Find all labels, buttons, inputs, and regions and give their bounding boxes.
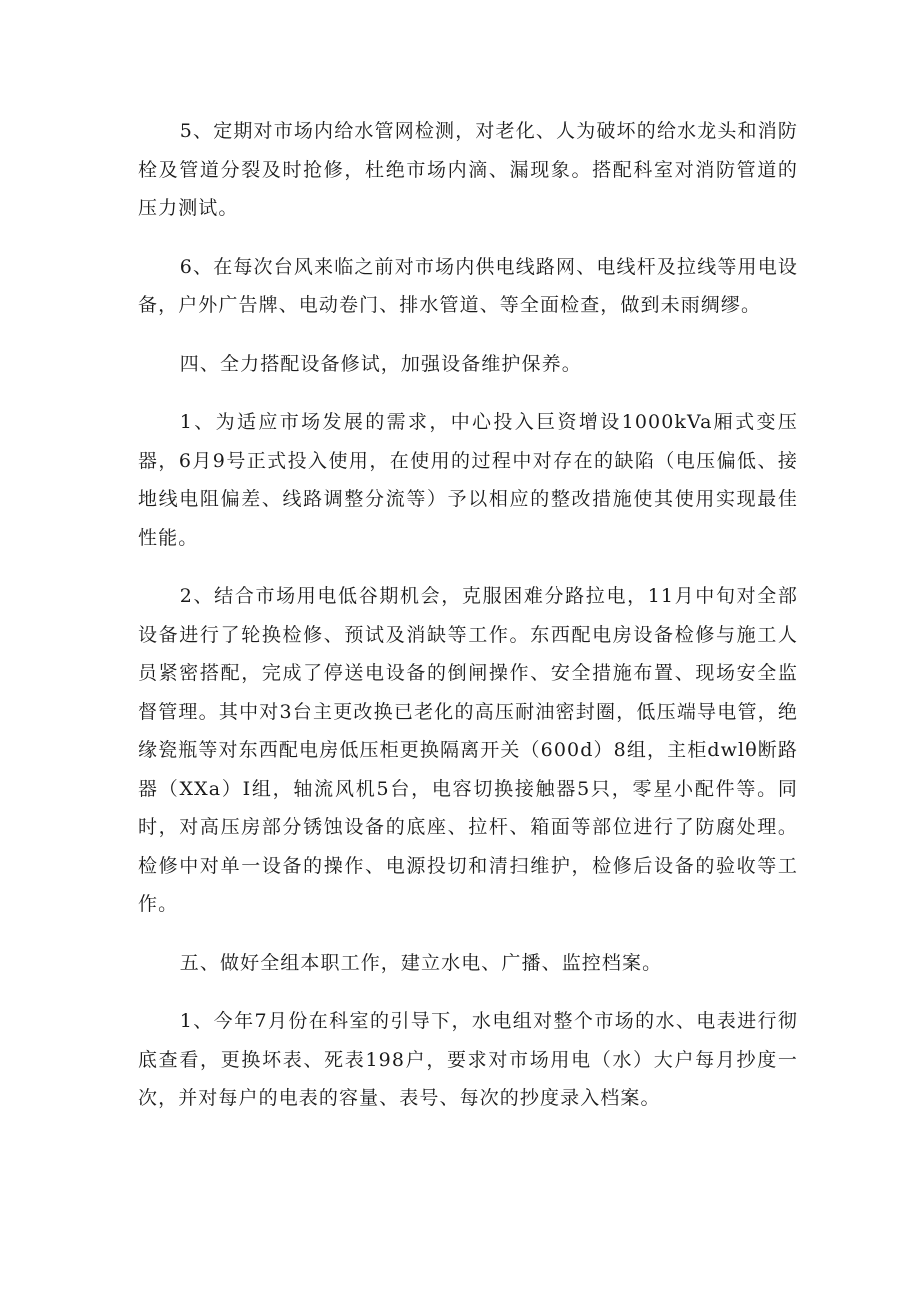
paragraph-item-6: 6、在每次台风来临之前对市场内供电线路网、电线杆及拉线等用电设备，户外广告牌、电动卷门、排水管道、等全面检查，做到未雨绸缪。 xyxy=(138,255,798,316)
paragraph-maintenance: 2、结合市场用电低谷期机会，克服困难分路拉电，11月中旬对全部设备进行了轮换检修、预试及消缺等工作。东西配电房设备检修与施工人员紧密搭配，完成了停送电设备的倒闸操作、安全措施布置、现场安全监督管理。其中对3台主更改换已老化的高压耐油密封圈，低压端导电管，绝缘瓷瓶等对东西配电房低压柜更换隔离开关（600d）8组，主柜dwlθ断路器（XXa）I组，轴流风机5台，电容切换接触器5只，零星小配件等。同时，对高压房部分锈蚀设备的底座、拉杆、箱面等部位进行了防腐处理。检修中对单一设备的操作、电源投切和清扫维护，检修后设备的验收等工作。 xyxy=(138,585,798,915)
document-body xyxy=(138,112,798,1138)
paragraph-transformer: 1、为适应市场发展的需求，中心投入巨资增设1000kVa厢式变压器，6月9号正式投入使用，在使用的过程中对存在的缺陷（电压偏低、接地线电阻偏差、线路调整分流等）予以相应的整改措施使其使用实现最佳性能。 xyxy=(138,411,798,549)
section-heading-4: 四、全力搭配设备修试，加强设备维护保养。 xyxy=(179,352,582,375)
paragraph-item-5: 5、定期对市场内给水管网检测，对老化、人为破坏的给水龙头和消防栓及管道分裂及时抢修，杜绝市场内滴、漏现象。搭配科室对消防管道的压力测试。 xyxy=(138,120,798,219)
paragraph-meters: 1、今年7月份在科室的引导下，水电组对整个市场的水、电表进行彻底查看，更换坏表、死表198户，要求对市场用电（水）大户每月抄度一次，并对每户的电表的容量、表号、每次的抄度录入档案。 xyxy=(138,1010,798,1109)
section-heading-5: 五、做好全组本职工作，建立水电、广播、监控档案。 xyxy=(179,951,663,974)
